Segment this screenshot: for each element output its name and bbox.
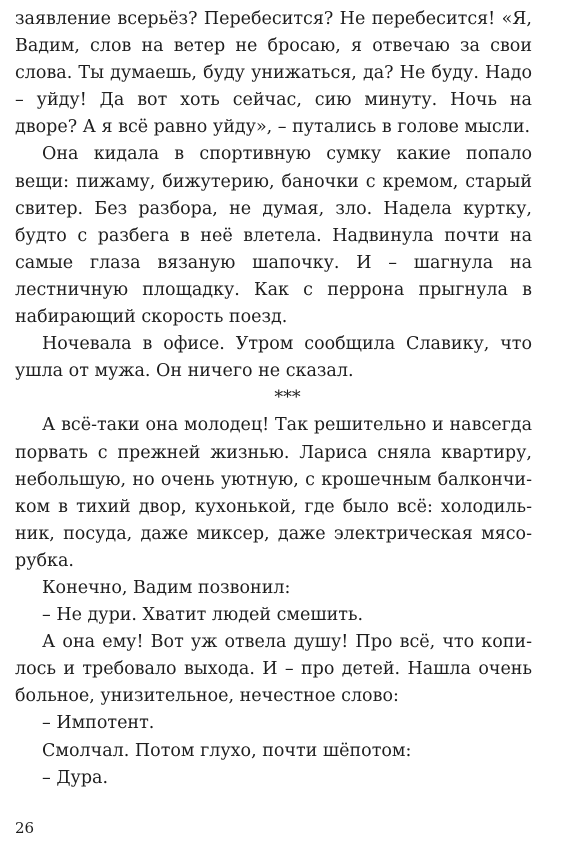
dialogue-line-3: – Дура. (42, 767, 109, 788)
paragraph-6: А она ему! Вот уж отвела душу! Про всё, что копилось и требовало выхода. И – про детей. Нашла очень больное, унизительное, нечестное слово: (15, 632, 532, 707)
paragraph-3: Ночевала в офисе. Утром сообщила Славику, что ушла от мужа. Он ничего не сказал. (15, 334, 532, 382)
page-body (15, 6, 532, 792)
dialogue-line-1: – Не дури. Хватит людей смешить. (42, 605, 364, 626)
paragraph-5: Конечно, Вадим позвонил: (42, 577, 291, 598)
paragraph-7: Смолчал. Потом глухо, почти шёпотом: (42, 740, 412, 761)
dialogue-line-2: – Импотент. (42, 713, 155, 734)
book-page (15, 0, 532, 852)
section-separator: *** (274, 388, 301, 409)
paragraph-1: заявление всерьёз? Перебесится? Не перебесится! «Я, Вадим, слов на ветер не бросаю, я отвечаю за свои слова. Ты думаешь, буду унижаться, да? Не буду. Надо – уйду! Да вот хоть сейчас, сию минуту. Ночь на дворе? А я всё равно уйду», – путались в голове мысли. (15, 9, 532, 138)
paragraph-2: Она кидала в спортивную сумку какие попало вещи: пижаму, бижутерию, баночки с кремом, старый свитер. Без разбора, не думая, зло. Надела куртку, будто с разбега в неё влетела. Надвинула почти на самые глаза вязаную шапочку. И – шагнула на лестничную площадку. Как с перрона прыгнула в набирающий скорость поезд. (15, 144, 532, 328)
page-number: 26 (15, 819, 35, 837)
paragraph-4: А всё-таки она молодец! Так решительно и навсегда порвать с прежней жизнью. Лариса сняла квартиру, небольшую, но очень уютную, с крошечным балкончиком в тихий двор, кухонькой, где было всё: холодильник, посуда, даже миксер, даже электрическая мясорубка. (15, 415, 532, 571)
